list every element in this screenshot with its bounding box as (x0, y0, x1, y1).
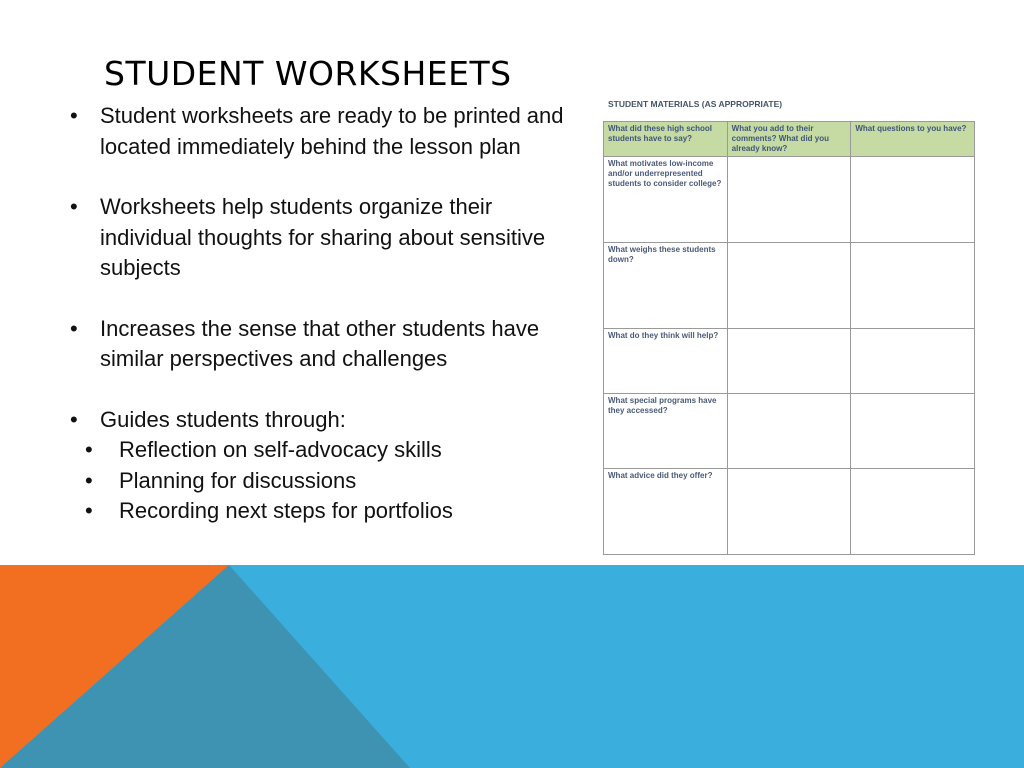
worksheet-blank-cell (851, 157, 975, 243)
slide-title: STUDENT WORKSHEETS (104, 54, 512, 93)
worksheet-blank-cell (851, 469, 975, 555)
bullet-text: Guides students through: (100, 406, 346, 432)
footer-decoration (0, 565, 1024, 768)
bullet-marker: • (70, 315, 78, 341)
worksheet-row (604, 329, 975, 394)
sub-bullet-marker: • (85, 467, 93, 493)
worksheet-blank-cell (851, 243, 975, 329)
worksheet-row (604, 157, 975, 243)
sub-bullet-item (68, 466, 578, 497)
sub-bullet-text: Reflection on self-advocacy skills (119, 437, 442, 462)
worksheet-question-cell: What special programs have they accessed? (604, 394, 728, 469)
bullet-list (68, 101, 578, 527)
worksheet-blank-cell (727, 329, 851, 394)
worksheet-blank-cell (727, 157, 851, 243)
worksheet-question-cell: What weighs these students down? (604, 243, 728, 329)
sub-bullet-text: Recording next steps for portfolios (119, 498, 453, 523)
worksheet-table (603, 121, 975, 555)
bullet-item (68, 101, 578, 162)
worksheet-blank-cell (727, 394, 851, 469)
worksheet-blank-cell (851, 394, 975, 469)
worksheet-header-row (604, 122, 975, 157)
worksheet-row (604, 469, 975, 555)
bullet-text: Increases the sense that other students have similar perspectives and challenges (100, 315, 540, 371)
sub-bullet-list (68, 435, 578, 527)
worksheet-row (604, 394, 975, 469)
sub-bullet-item (68, 435, 578, 466)
worksheet-question-cell: What advice did they offer? (604, 469, 728, 555)
worksheet-header-cell: What did these high school students have to say? (604, 122, 728, 157)
worksheet-blank-cell (727, 243, 851, 329)
worksheet-question-cell: What motivates low-income and/or underrepresented students to consider college? (604, 157, 728, 243)
sub-bullet-marker: • (85, 498, 93, 523)
bullet-marker: • (70, 406, 78, 432)
sub-bullet-group (68, 435, 578, 527)
bullet-item (68, 314, 578, 375)
worksheet-blank-cell (727, 469, 851, 555)
bullet-item (68, 192, 578, 284)
bullet-text: Worksheets help students organize their individual thoughts for sharing about sensitive subjects (100, 194, 546, 280)
worksheet-header-cell: What questions to you have? (851, 122, 975, 157)
sub-bullet-text: Planning for discussions (119, 467, 357, 493)
bullet-marker: • (70, 194, 78, 219)
worksheet-heading: STUDENT MATERIALS (AS APPROPRIATE) (608, 99, 783, 109)
sub-bullet-item (68, 496, 578, 527)
bullet-marker: • (70, 103, 78, 128)
bullet-text: Student worksheets are ready to be printed and located immediately behind the lesson plan (100, 103, 564, 159)
worksheet-question-cell: What do they think will help? (604, 329, 728, 394)
worksheet-header-cell: What you add to their comments? What did you already know? (727, 122, 851, 157)
bullet-item (68, 405, 578, 436)
sub-bullet-marker: • (85, 437, 93, 462)
worksheet-blank-cell (851, 329, 975, 394)
worksheet-row (604, 243, 975, 329)
